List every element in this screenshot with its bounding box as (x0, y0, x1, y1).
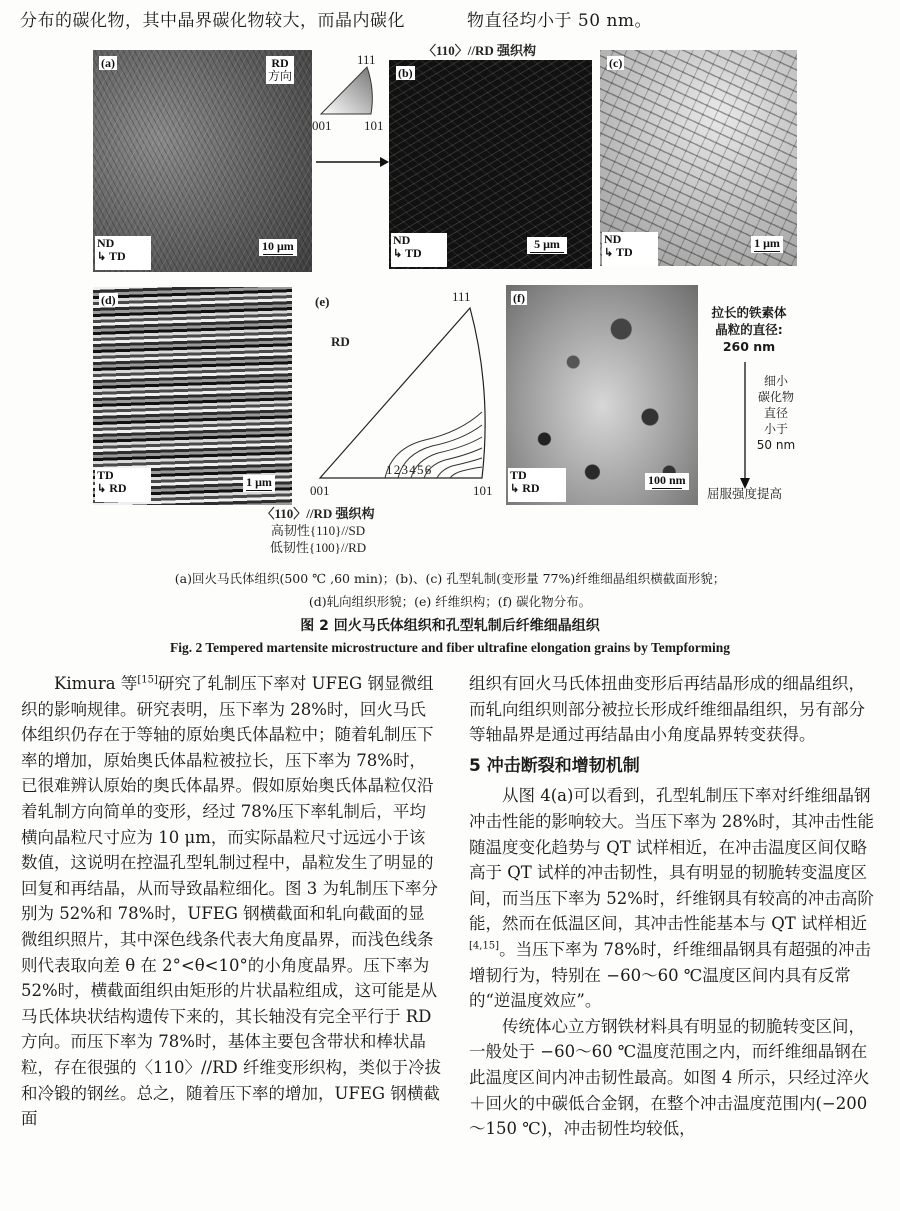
right-paragraph-1: 从图 4(a)可以看到，孔型轧制压下率对纤维细晶钢冲击性能的影响较大。当压下率为 28%时，其冲击性能随温度变化趋势与 QT 试样相近，在冲击温度区间仅略高于 QT 试样的冲击韧性，具有明显的韧脆转变温度区间，而当压下率为 52%时，纤维钢具有较高的冲击高阶能，然而在低温区间，其冲击性能基本与 QT 试样相近[4,15]。当压下率为 78%时，纤维细晶钢具有超强的冲击增韧行为，特别在 −60～60 ℃温度区间内具有反常的“逆温度效应”。 (469, 786, 874, 1011)
panel-d-micrograph (93, 287, 292, 505)
panel-d-td-rd-axes: TD ↳ RD (95, 468, 151, 502)
section-heading-5: 5 冲击断裂和增韧机制 (469, 755, 640, 776)
panel-f-scale-bar: 100 nm (645, 473, 689, 490)
panel-f-tem-image (506, 285, 698, 505)
figure-title-zh: 图 2 回火马氏体组织和孔型轧制后纤维细晶组织 (300, 618, 600, 634)
panel-b-micrograph (389, 60, 592, 269)
inset-label-101: 101 (364, 118, 384, 133)
right-paragraph-continued: 组织有回火马氏体扭曲变形后再结晶形成的细晶组织，而轧向组织则部分被拉长形成纤维细晶组织，另有部分等轴晶界是通过再结晶由小角度晶界转变获得。 (469, 674, 865, 745)
panel-d-scale-bar: 1 μm (243, 475, 275, 492)
panel-b-scale-bar: 5 μm (527, 237, 567, 254)
panel-f-label: (f) (513, 291, 525, 305)
panel-f-td-rd-axes: TD ↳ RD (508, 468, 566, 502)
panel-f-annotation-carbide: 细小 碳化物 直径 小于 50 nm (756, 374, 796, 452)
panel-a-scale-bar: 10 μm (259, 239, 297, 256)
panel-b-nd-td-axes: ND ↳ TD (391, 233, 447, 267)
panel-f-annotation-top: 拉长的铁素体 晶粒的直径: 260 nm (711, 305, 787, 354)
top-line-right: 物直径均小于 50 nm。 (467, 11, 653, 31)
inset-label-001: 001 (312, 118, 332, 133)
panel-b-label: (b) (398, 66, 413, 80)
panel-e-pole-101: 101 (473, 483, 493, 498)
panel-e-pole-111: 111 (452, 289, 471, 304)
panel-c-scale-bar: 1 μm (751, 236, 783, 253)
inset-label-111: 111 (357, 52, 376, 67)
right-column (469, 671, 881, 1142)
panel-c-label: (c) (609, 56, 623, 70)
panel-e-contour-numbers: 1 2 3 4 5 6 (386, 462, 432, 477)
figure-caption-line2: (d)轧向组织形貌；(e) 纤维织构；(f) 碳化物分布。 (308, 594, 592, 609)
panel-f-annotation-bottom: 屈服强度提高 (707, 486, 783, 501)
panel-a-nd-td-axes: ND ↳ TD (95, 236, 151, 270)
panel-a-micrograph (93, 50, 312, 272)
panel-c-nd-td-axes: ND ↳ TD (602, 232, 658, 266)
panel-e-caption: 〈110〉//RD 强织构 高韧性{110}//SD 低韧性{100}//RD (261, 506, 375, 555)
panel-e-label: (e) (315, 294, 330, 309)
panel-e-pole-001: 001 (310, 483, 330, 498)
panel-b-title: 〈110〉//RD 强织构 (423, 43, 537, 58)
panel-e-rd-label: RD (331, 334, 350, 349)
right-paragraph-2: 传统体心立方钢铁材料具有明显的韧脆转变区间，一般处于 −60～60 ℃温度范围之内，而纤维细晶钢在此温度区间内冲击韧性最高。如图 4 所示，只经过淬火＋回火的中碳低合金钢，在整个冲击温度范围内(−200～150 ℃)，冲击韧性均较低， (469, 1016, 870, 1139)
top-line-left: 分布的碳化物，其中晶界碳化物较大，而晶内碳化 (20, 11, 405, 31)
left-column (21, 671, 441, 1132)
panel-d-label: (d) (101, 293, 116, 307)
panel-c-micrograph (600, 50, 797, 266)
panel-a-label: (a) (101, 56, 115, 70)
figure-caption-line1: (a)回火马氏体组织(500 ℃ ,60 min)；(b)、(c) 孔型轧制(变形量 77%)纤维细晶组织横截面形貌； (174, 571, 726, 586)
figure-title-en: Fig. 2 Tempered martensite microstructure and fiber ultrafine elongation grains by Tempforming (170, 640, 730, 655)
panel-f-annotation-arrow (738, 362, 752, 490)
left-paragraph-1: Kimura 等[15]研究了轧制压下率对 UFEG 钢显微组织的影响规律。研究表明，压下率为 28%时，回火马氏体组织仍存在于等轴的原始奥氏体晶粒中；随着轧制压下率的增加，原始奥氏体晶粒被拉长，压下率为 78%时，已很难辨认原始的奥氏体晶界。假如原始奥氏体晶粒仅沿着轧制方向简单的变形，经过 78%压下率轧制后，平均横向晶粒尺寸应为 10 μm，而实际晶粒尺寸远远小于该数值，这说明在控温孔型轧制过程中，晶粒发生了明显的回复和再结晶，从而导致晶粒细化。图 3 为轧制压下率分别为 52%和 78%时，UFEG 钢横截面和轧向截面的显微组织照片，其中深色线条代表大角度晶界，而浅色线条则代表取向差 θ 在 2°<θ<10°的小角度晶界。压下率为 52%时，横截面组织由矩形的片状晶粒组成，这可能是从马氏体块状结构遗传下来的，其长轴没有完全平行于 RD 方向。而压下率为 78%时，基体主要包含带状和棒状晶粒，存在很强的〈110〉//RD 纤维变形织构，类似于冷拔和冷锻的钢丝。总之，随着压下率的增加，UFEG 钢横截面 (21, 674, 442, 1129)
panel-a-rd-label: RD 方向 (267, 56, 292, 83)
arrow-a-to-b (316, 155, 390, 169)
